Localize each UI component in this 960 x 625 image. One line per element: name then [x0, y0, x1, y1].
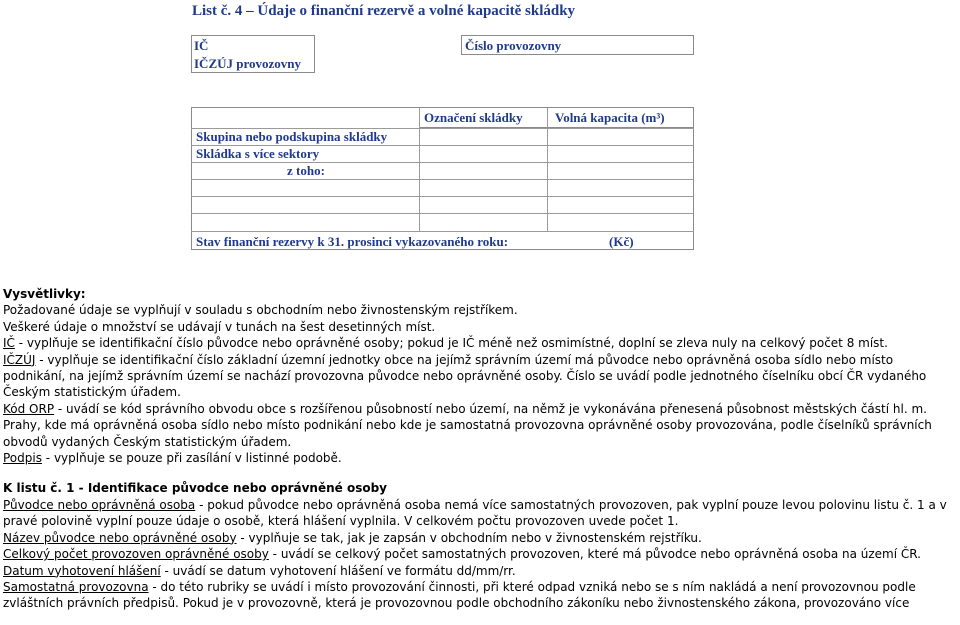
samostatna-desc: - do této rubriky se uvádí i místo provozování činnosti, při které odpad vzniká nebo se s ním nakládá a není provozovnou podle zvláštních právních předpisů. Pokud je v provozovně, která je provozovnou podle obchodního zákoníku nebo živnostenského zákona, provozováno více	[3, 579, 916, 611]
datum-desc: - uvádí se datum vyhotovení hlášení ve formátu dd/mm/rr.	[160, 563, 516, 578]
k-listu-heading: K listu č. 1 - Identifikace původce nebo oprávněné osoby	[3, 481, 387, 496]
puvodce-desc: - pokud původce nebo oprávněná osoba nemá více samostatných provozoven, pak vyplní pouze levou polovinu listu č. 1 a v pravé polovině vyplní pouze údaje o osobě, která hlášení vyplnila. V celkovém počtu provozoven uvede počet 1.	[3, 497, 947, 529]
stav-label: Stav finanční rezervy k 31. prosinci vykazovaného roku:	[196, 234, 509, 249]
ic-explanation	[3, 335, 958, 351]
puvodce-term: Původce nebo oprávněná osoba	[3, 497, 196, 512]
vysvetlivky-heading: Vysvětlivky:	[3, 287, 86, 301]
grid-row-line	[191, 179, 694, 180]
podpis-desc: - vyplňuje se pouze při zasílání v listinné podobě.	[41, 451, 342, 466]
explanation-line: Požadované údaje se vyplňují v souladu s obchodním nebo živnostenským rejstříkem.	[3, 303, 518, 318]
podpis-explanation	[3, 450, 958, 466]
iczuj-explanation	[3, 352, 958, 401]
celkovy-explanation	[3, 546, 958, 562]
puvodce-explanation	[3, 497, 958, 530]
celkovy-desc: - uvádí se celkový počet samostatných provozoven, které má původce nebo oprávněná osoba na území ČR.	[268, 547, 921, 562]
iczuj-term: IČZÚJ	[3, 352, 36, 367]
grid-row-line	[191, 196, 694, 197]
explanations	[3, 286, 958, 612]
datum-term: Datum vyhotovení hlášení	[3, 563, 161, 578]
grid-row-line	[191, 231, 694, 232]
kc-label: (Kč)	[609, 234, 634, 249]
nazev-term: Název původce nebo oprávněné osoby	[3, 530, 237, 545]
datum-explanation	[3, 563, 958, 579]
orp-explanation	[3, 401, 958, 450]
ic-desc: - vyplňuje se identifikační číslo původce nebo oprávněné osoby; pokud je IČ méně než osmimístné, doplní se zleva nuly na celkový počet 8 míst.	[14, 336, 888, 351]
iczuj-desc: - vyplňuje se identifikační číslo základní územní jednotky obce na jejímž správním území má původce nebo oprávněná osoba sídlo nebo místo podnikání, na jejímž správním území se nachází provozovna původce nebo oprávněné osoby. Číslo se uvádí podle jednotného číselníku obcí ČR vydaného Českým statistickým úřadem.	[3, 352, 927, 400]
iczuj-label: IČZÚJ provozovny	[194, 56, 302, 71]
explanation-line: Veškeré údaje o množství se udávají v tunách na šest desetinných míst.	[3, 319, 436, 334]
podpis-term: Podpis	[3, 451, 42, 466]
grid-row-line	[191, 162, 694, 163]
celkovy-term: Celkový počet provozoven oprávněné osoby	[3, 547, 269, 562]
orp-term: Kód ORP	[3, 401, 55, 416]
volna-kapacita-label: Volná kapacita (m³)	[555, 110, 665, 125]
skupina-label: Skupina nebo podskupina skládky	[196, 129, 388, 144]
form-title: List č. 4 – Údaje o finanční rezervě a volné kapacitě skládky	[192, 3, 576, 19]
oznaceni-skladky-label: Označení skládky	[424, 110, 523, 125]
grid-row-line	[191, 213, 694, 214]
samostatna-term: Samostatná provozovna	[3, 579, 149, 594]
z-toho-label: z toho:	[287, 163, 325, 178]
sektory-label: Skládka s více sektory	[196, 146, 320, 161]
cislo-provozovny-label: Číslo provozovny	[465, 38, 562, 53]
ic-label: IČ	[194, 38, 209, 53]
samostatna-explanation	[3, 579, 958, 612]
nazev-explanation	[3, 530, 958, 546]
ic-term: IČ	[3, 336, 15, 351]
nazev-desc: - vyplňuje se tak, jak je zapsán v obchodním nebo v živnostenském rejstříku.	[236, 530, 702, 545]
orp-desc: - uvádí se kód správního obvodu obce s rozšířenou působností nebo území, na němž je vykonávána přenesená působnost městských částí hl. m. Prahy, kde má oprávněná osoba sídlo nebo místo podnikání nebo kde je samostatná provozovna oprávněné osoby provozována, podle číselníků správních obvodů vydaných Českým statistickým úřadem.	[3, 401, 932, 449]
